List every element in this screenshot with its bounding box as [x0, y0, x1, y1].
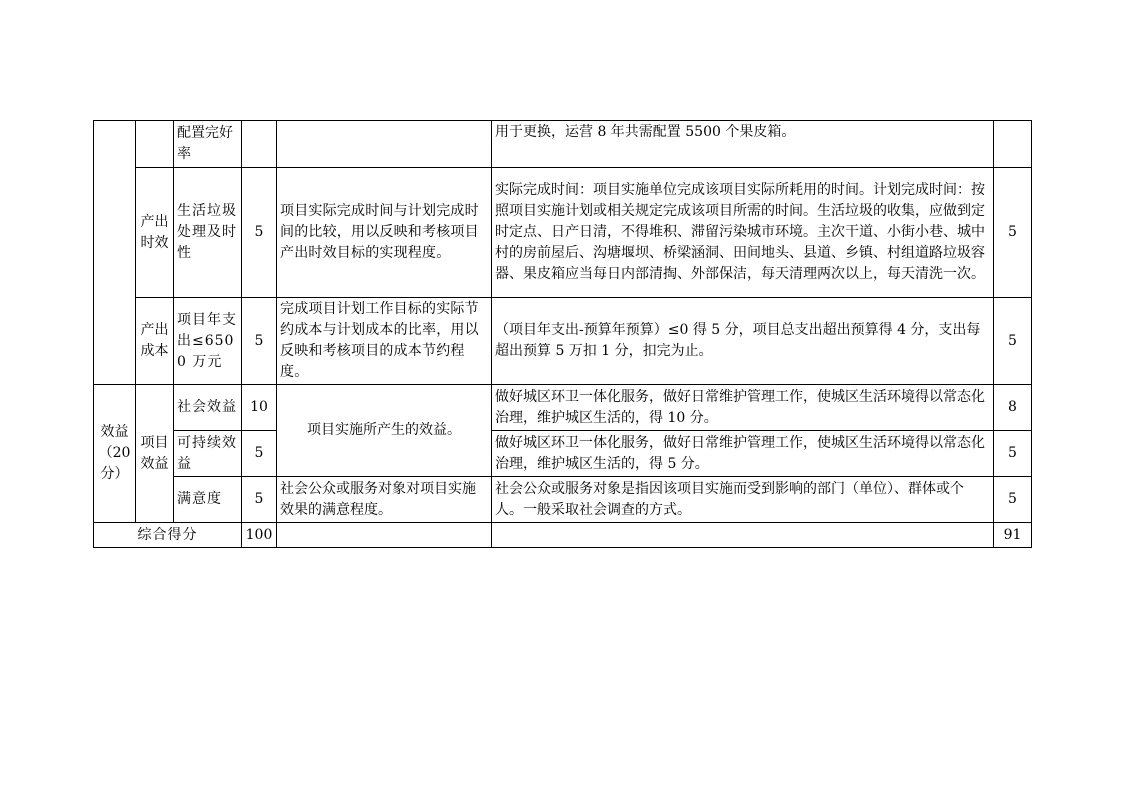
standard-cell: 社会公众或服务对象是指因该项目实施而受到影响的部门（单位）、群体或个人。一般采取社会调查的方式。 [492, 477, 994, 523]
weight-cell: 5 [242, 168, 277, 298]
weight-cell: 10 [242, 385, 277, 431]
category-cell-empty [94, 121, 136, 385]
total-standard-cell [492, 523, 994, 548]
definition-cell: 完成项目计划工作目标的实际节约成本与计划成本的比率，用以反映和考核项目的成本节约程度。 [277, 298, 492, 385]
performance-evaluation-table [93, 120, 1032, 548]
category-cell: 效益（20分） [94, 385, 136, 523]
score-cell: 5 [994, 168, 1032, 298]
definition-cell [277, 121, 492, 168]
evaluation-table-page [93, 120, 1031, 548]
table-row [94, 121, 1032, 168]
definition-cell: 项目实际完成时间与计划完成时间的比较，用以反映和考核项目产出时效目标的实现程度。 [277, 168, 492, 298]
total-weight: 100 [242, 523, 277, 548]
sub-category-cell: 产出成本 [136, 298, 174, 385]
indicator-cell: 项目年支出≤6500 万元 [174, 298, 242, 385]
indicator-cell: 满意度 [174, 477, 242, 523]
sub-category-cell: 产出时效 [136, 168, 174, 298]
indicator-cell: 生活垃圾处理及时性 [174, 168, 242, 298]
total-score: 91 [994, 523, 1032, 548]
score-cell: 8 [994, 385, 1032, 431]
total-label: 综合得分 [94, 523, 242, 548]
score-cell: 5 [994, 477, 1032, 523]
indicator-cell: 可持续效益 [174, 431, 242, 477]
indicator-cell: 社会效益 [174, 385, 242, 431]
standard-cell: 用于更换，运营 8 年共需配置 5500 个果皮箱。 [492, 121, 994, 168]
table-row [94, 385, 1032, 431]
standard-cell: 做好城区环卫一体化服务，做好日常维护管理工作，使城区生活环境得以常态化治理，维护城区生活的，得 10 分。 [492, 385, 994, 431]
table-row [94, 298, 1032, 385]
table-row [94, 431, 1032, 477]
standard-cell: 做好城区环卫一体化服务，做好日常维护管理工作，使城区生活环境得以常态化治理，维护城区生活的，得 5 分。 [492, 431, 994, 477]
score-cell [994, 121, 1032, 168]
definition-cell: 社会公众或服务对象对项目实施效果的满意程度。 [277, 477, 492, 523]
total-row [94, 523, 1032, 548]
table-row [94, 477, 1032, 523]
table-row [94, 168, 1032, 298]
sub-category-cell-empty [136, 121, 174, 168]
standard-cell: （项目年支出-预算年预算）≤0 得 5 分，项目总支出超出预算得 4 分，支出每超出预算 5 万扣 1 分，扣完为止。 [492, 298, 994, 385]
weight-cell: 5 [242, 431, 277, 477]
definition-cell: 项目实施所产生的效益。 [277, 385, 492, 477]
weight-cell: 5 [242, 477, 277, 523]
indicator-cell: 配置完好率 [174, 121, 242, 168]
score-cell: 5 [994, 431, 1032, 477]
sub-category-cell: 项目效益 [136, 385, 174, 523]
standard-cell: 实际完成时间：项目实施单位完成该项目实际所耗用的时间。计划完成时间：按照项目实施计划或相关规定完成该项目所需的时间。生活垃圾的收集，应做到定时定点、日产日清，不得堆积、滞留污染城市环境。主次干道、小街小巷、城中村的房前屋后、沟塘堰坝、桥梁涵洞、田间地头、县道、乡镇、村组道路垃圾容器、果皮箱应当每日内部清掏、外部保洁，每天清理两次以上，每天清洗一次。 [492, 168, 994, 298]
score-cell: 5 [994, 298, 1032, 385]
weight-cell [242, 121, 277, 168]
weight-cell: 5 [242, 298, 277, 385]
total-definition-cell [277, 523, 492, 548]
